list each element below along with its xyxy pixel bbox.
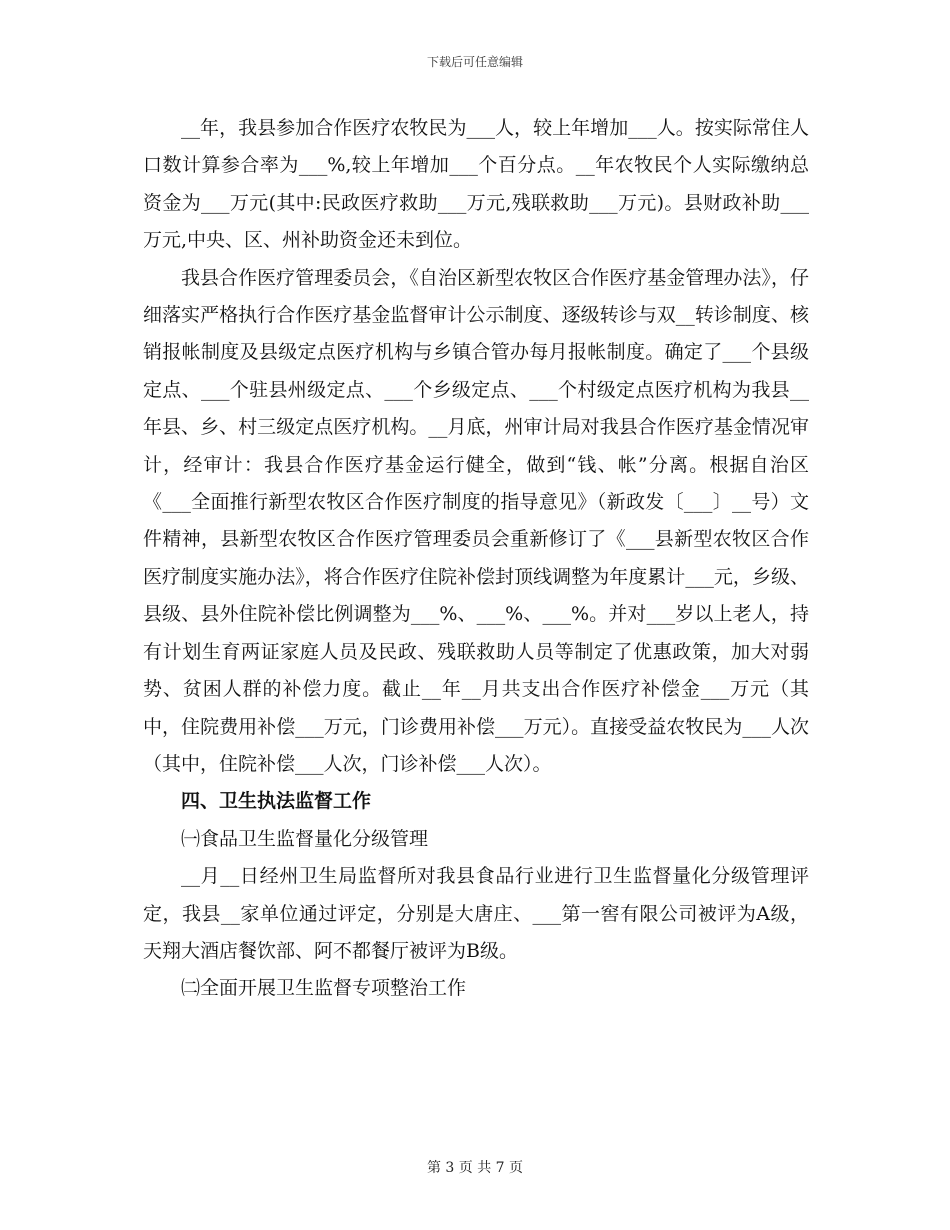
document-body [143, 110, 809, 1008]
page-header: 下载后可任意编辑 [426, 55, 523, 69]
subsection-title-1: ㈠食品卫生监督量化分级管理 [181, 827, 429, 850]
subsection-title-2: ㈡全面开展卫生监督专项整治工作 [181, 977, 467, 1000]
section-heading: 四、卫生执法监督工作 [181, 790, 372, 813]
paragraph-management: 我县合作医疗管理委员会，《自治区新型农牧区合作医疗基金管理办法》，仔细落实严格执行合作医疗基金监督审计公示制度、逐级转诊与双__转诊制度、核销报帐制度及县级定点医疗机构与乡镇合管办每月报帐制度。确定了___个县级定点、___个驻县州级定点、___个乡级定点、___个村级定点医疗机构为我县__年县、乡、村三级定点医疗机构。__月底，州审计局对我县合作医疗基金情况审计，经审计：我县合作医疗基金运行健全，做到“钱、帐”分离。根据自治区《___全面推行新型农牧区合作医疗制度的指导意见》（新政发〔___〕__号）文件精神，县新型农牧区合作医疗管理委员会重新修订了《___县新型农牧区合作医疗制度实施办法》，将合作医疗住院补偿封顶线调整为年度累计___元，乡级、县级、县外住院补偿比例调整为___%、___%、___%。并对___岁以上老人，持有计划生育两证家庭人员及民政、残联救助人员等制定了优惠政策，加大对弱势、贫困人群的补偿力度。截止__年__月共支出合作医疗补偿金___万元（其中，住院费用补偿___万元，门诊费用补偿___万元）。直接受益农牧民为___人次（其中，住院补偿___人次，门诊补偿___人次）。 [143, 266, 809, 775]
page-footer: 第 3 页 共 7 页 [426, 1160, 524, 1176]
paragraph-enrollment: __年，我县参加合作医疗农牧民为___人，较上年增加___人。按实际常住人口数计算参合率为___%,较上年增加___个百分点。__年农牧民个人实际缴纳总资金为___万元(其中:民政医疗救助___万元,残联救助___万元)。县财政补助___万元,中央、区、州补助资金还未到位。 [143, 117, 809, 252]
paragraph-food-hygiene: __月__日经州卫生局监督所对我县食品行业进行卫生监督量化分级管理评定，我县__家单位通过评定，分别是大唐庄、___第一窖有限公司被评为A级，天翔大酒店餐饮部、阿不都餐厅被评为B级。 [143, 865, 809, 962]
